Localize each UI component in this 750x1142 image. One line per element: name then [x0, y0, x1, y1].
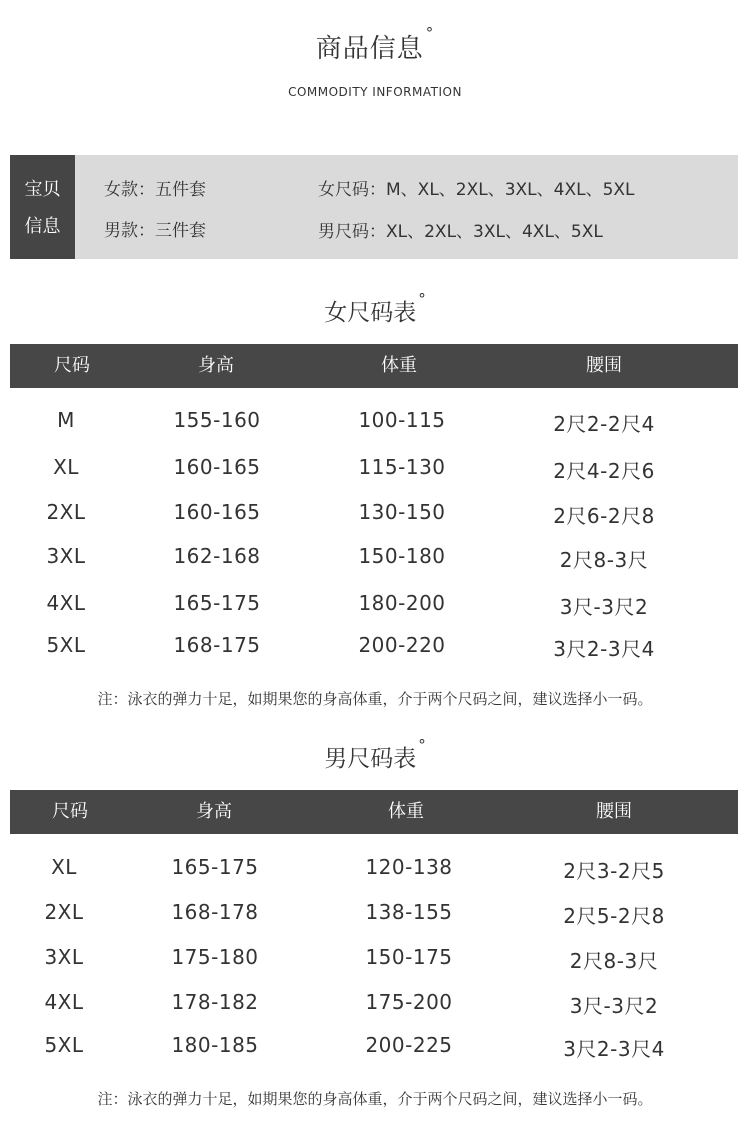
- header-waist: 腰围: [596, 801, 632, 822]
- cell-weight: 150-180: [358, 544, 446, 568]
- male-table-header: [10, 790, 738, 834]
- header-height: 身高: [198, 355, 234, 376]
- header-size: 尺码: [52, 801, 88, 822]
- cell-waist: 2尺4-2尺6: [553, 459, 655, 483]
- cell-weight: 200-220: [358, 633, 446, 657]
- info-label: [10, 155, 75, 259]
- cell-weight: 138-155: [365, 900, 453, 924]
- header-waist: 腰围: [586, 355, 622, 376]
- female-set: 女款：五件套: [104, 180, 206, 200]
- cell-height: 175-180: [171, 945, 259, 969]
- female-table-title: 女尺码表°: [324, 290, 426, 326]
- male-set: 男款：三件套: [104, 221, 206, 241]
- info-label-line1: 宝贝: [24, 179, 61, 200]
- cell-size: 2XL: [46, 500, 86, 524]
- page-subtitle: COMMODITY INFORMATION: [288, 85, 462, 99]
- cell-waist: 2尺3-2尺5: [563, 859, 665, 883]
- female-table-note: 注：泳衣的弹力十足，如期果您的身高体重，介于两个尺码之间，建议选择小一码。: [97, 690, 653, 708]
- cell-size: XL: [53, 455, 79, 479]
- cell-height: 160-165: [173, 500, 261, 524]
- cell-waist: 2尺5-2尺8: [563, 904, 665, 928]
- cell-waist: 2尺2-2尺4: [553, 412, 655, 436]
- cell-weight: 150-175: [365, 945, 453, 969]
- cell-height: 160-165: [173, 455, 261, 479]
- cell-height: 180-185: [171, 1033, 259, 1057]
- cell-weight: 115-130: [358, 455, 446, 479]
- cell-weight: 130-150: [358, 500, 446, 524]
- cell-height: 155-160: [173, 408, 261, 432]
- page-title: 商品信息°: [315, 24, 435, 64]
- cell-size: 3XL: [46, 544, 86, 568]
- cell-waist: 3尺2-3尺4: [553, 637, 655, 661]
- cell-height: 165-175: [171, 855, 259, 879]
- male-table-title: 男尺码表°: [324, 736, 426, 772]
- cell-weight: 120-138: [365, 855, 453, 879]
- cell-weight: 100-115: [358, 408, 446, 432]
- female-table-header: [10, 344, 738, 388]
- male-sizes: 男尺码：XL、2XL、3XL、4XL、5XL: [318, 222, 603, 242]
- cell-height: 165-175: [173, 591, 261, 615]
- cell-size: 4XL: [44, 990, 84, 1014]
- cell-size: M: [57, 408, 75, 432]
- cell-waist: 2尺8-3尺: [559, 548, 649, 572]
- degree-mark: °: [418, 290, 426, 308]
- cell-waist: 2尺6-2尺8: [553, 504, 655, 528]
- degree-mark: °: [418, 736, 426, 754]
- cell-size: 2XL: [44, 900, 84, 924]
- female-sizes: 女尺码：M、XL、2XL、3XL、4XL、5XL: [318, 180, 635, 200]
- cell-size: 5XL: [44, 1033, 84, 1057]
- header-size: 尺码: [54, 355, 90, 376]
- cell-height: 168-178: [171, 900, 259, 924]
- cell-waist: 3尺-3尺2: [569, 994, 659, 1018]
- cell-height: 168-175: [173, 633, 261, 657]
- degree-mark: °: [425, 24, 435, 42]
- cell-waist: 2尺8-3尺: [569, 949, 659, 973]
- cell-size: 5XL: [46, 633, 86, 657]
- cell-waist: 3尺-3尺2: [559, 595, 649, 619]
- cell-size: 4XL: [46, 591, 86, 615]
- cell-height: 162-168: [173, 544, 261, 568]
- cell-size: 3XL: [44, 945, 84, 969]
- header-height: 身高: [196, 801, 232, 822]
- header-weight: 体重: [381, 355, 417, 376]
- header-weight: 体重: [388, 801, 424, 822]
- product-info-box: [10, 155, 738, 259]
- cell-weight: 175-200: [365, 990, 453, 1014]
- info-label-line2: 信息: [24, 216, 61, 237]
- male-table-note: 注：泳衣的弹力十足，如期果您的身高体重，介于两个尺码之间，建议选择小一码。: [97, 1090, 653, 1108]
- cell-height: 178-182: [171, 990, 259, 1014]
- cell-size: XL: [51, 855, 77, 879]
- cell-waist: 3尺2-3尺4: [563, 1037, 665, 1061]
- cell-weight: 180-200: [358, 591, 446, 615]
- cell-weight: 200-225: [365, 1033, 453, 1057]
